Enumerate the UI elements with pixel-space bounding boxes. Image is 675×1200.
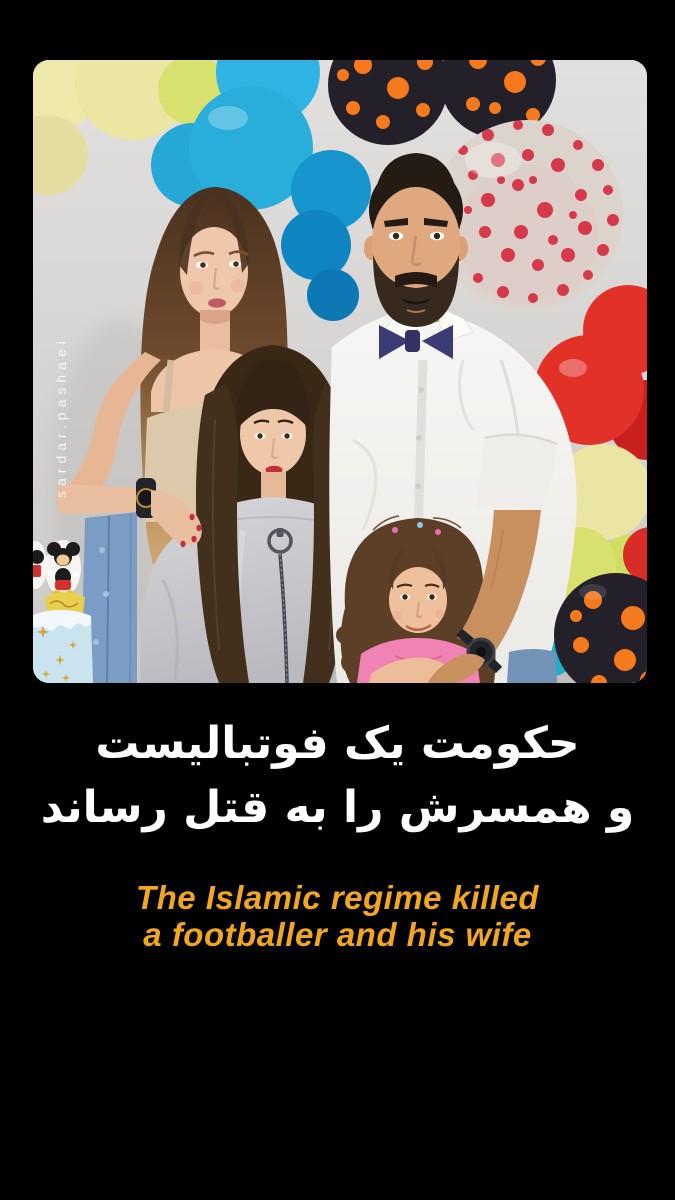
caption-english-line1: The Islamic regime killed	[135, 879, 540, 916]
caption-persian	[0, 712, 675, 840]
photo-watermark: sardar.pashaei	[53, 336, 69, 498]
father-jeans	[507, 649, 557, 683]
caption-persian-line2: و همسرش را به قتل رساند	[40, 782, 635, 833]
hair-clip	[417, 522, 423, 528]
caption-english	[0, 879, 675, 953]
caption-english-line2: a footballer and his wife	[143, 916, 532, 953]
caption-persian-line1: حکومت یک فوتبالیست	[95, 718, 580, 769]
family-photo-illustration	[33, 60, 647, 683]
family-photo	[33, 60, 647, 683]
hair-clip	[435, 529, 441, 535]
hair-clip	[392, 527, 398, 533]
